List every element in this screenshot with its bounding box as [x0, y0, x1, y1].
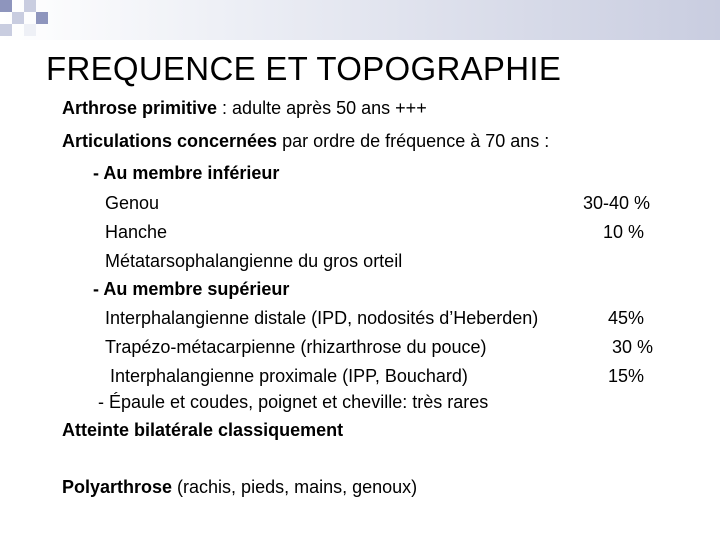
square-decoration	[24, 24, 36, 36]
term-arthrose-primitive: Arthrose primitive	[62, 98, 218, 118]
value-ipp: 15%	[607, 366, 644, 386]
term-polyarthrose: Polyarthrose	[62, 477, 173, 497]
line-articulations	[62, 130, 549, 152]
item-metatarso: Métatarsophalangienne du gros orteil	[105, 251, 403, 271]
line-atteinte-bilaterale: Atteinte bilatérale classiquement	[62, 420, 344, 440]
item-genou: Genou	[105, 193, 160, 213]
item-ipd: Interphalangienne distale (IPD, nodosités d’Heberden)	[105, 308, 539, 328]
text-polyarthrose: (rachis, pieds, mains, genoux)	[172, 477, 418, 497]
corner-squares-decoration	[0, 0, 60, 40]
line-arthrose-primitive	[62, 97, 427, 119]
square-decoration	[36, 12, 48, 24]
item-hanche: Hanche	[105, 222, 168, 242]
square-decoration	[24, 0, 36, 12]
item-ipp: Interphalangienne proximale (IPP, Bouchard)	[110, 366, 468, 386]
item-trapezo: Trapézo-métacarpienne (rhizarthrose du pouce)	[105, 337, 487, 357]
header-band	[0, 0, 720, 40]
value-ipd: 45%	[607, 308, 644, 328]
value-genou: 30-40 %	[582, 193, 650, 213]
square-decoration	[0, 0, 12, 12]
square-decoration	[0, 24, 12, 36]
value-hanche: 10 %	[602, 222, 644, 242]
square-decoration	[12, 12, 24, 24]
item-epaule: - Épaule et coudes, poignet et cheville: très rares	[98, 392, 489, 412]
text-arthrose-primitive: : adulte après 50 ans +++	[217, 98, 427, 118]
heading-membre-superieur: - Au membre supérieur	[93, 279, 290, 299]
term-articulations: Articulations concernées	[62, 131, 278, 151]
value-trapezo: 30 %	[611, 337, 653, 357]
text-articulations: par ordre de fréquence à 70 ans :	[277, 131, 550, 151]
heading-membre-inferieur: - Au membre inférieur	[93, 163, 280, 183]
slide-title: FREQUENCE ET TOPOGRAPHIE	[46, 50, 562, 87]
line-polyarthrose	[62, 476, 417, 498]
